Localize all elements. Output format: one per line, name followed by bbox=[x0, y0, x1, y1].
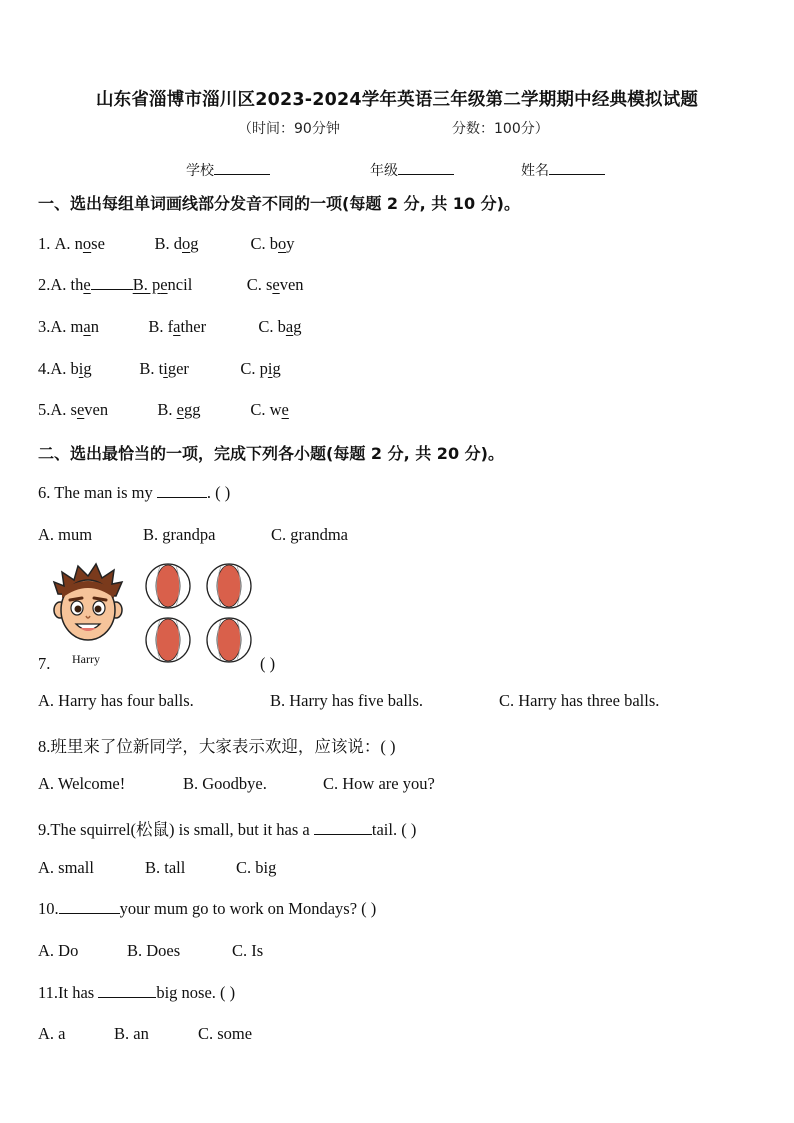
answer-blank[interactable] bbox=[59, 899, 120, 914]
answer-blank[interactable] bbox=[157, 483, 207, 498]
answer-line bbox=[91, 276, 133, 290]
option-a: A. the bbox=[50, 275, 91, 294]
option-c: C. seven bbox=[246, 275, 304, 294]
name-blank[interactable] bbox=[549, 160, 605, 175]
option-c: C. pig bbox=[240, 359, 281, 378]
option-c: C. How are you? bbox=[323, 774, 435, 793]
option-c: C. we bbox=[250, 400, 289, 419]
answer-blank[interactable] bbox=[314, 820, 372, 835]
harry-caption: Harry bbox=[72, 652, 100, 666]
question-5 bbox=[38, 400, 289, 420]
option-c: C. boy bbox=[250, 234, 295, 253]
option-c: C. bag bbox=[258, 317, 302, 336]
question-number: 1. bbox=[38, 234, 55, 253]
name-label: 姓名 bbox=[521, 163, 549, 179]
option-b: B. tiger bbox=[139, 359, 189, 378]
question-7-paren: ( ) bbox=[260, 654, 276, 673]
grade-label: 年级 bbox=[370, 163, 398, 179]
answer-blank[interactable] bbox=[98, 983, 156, 998]
question-10-options bbox=[38, 941, 263, 961]
question-number: 4. bbox=[38, 359, 51, 378]
question-6: 6. The man is my . ( ) bbox=[38, 483, 231, 502]
question-number: 2. bbox=[38, 275, 51, 294]
question-10: 10. your mum go to work on Mondays? ( ) bbox=[38, 899, 377, 918]
option-a: A. small bbox=[38, 858, 94, 877]
option-b: B. tall bbox=[145, 858, 186, 877]
school-field bbox=[186, 160, 270, 180]
option-a: A. Welcome! bbox=[38, 774, 126, 793]
question-number: 5. bbox=[38, 400, 51, 419]
option-a: A. man bbox=[50, 317, 99, 336]
question-8: 8.班里来了位新同学，大家表示欢迎，应该说：( ) bbox=[38, 737, 396, 756]
option-a: A. mum bbox=[38, 525, 93, 544]
option-c: C. Is bbox=[232, 941, 264, 960]
question-8-options bbox=[38, 774, 435, 794]
balls-image bbox=[143, 562, 255, 664]
ball-icon bbox=[146, 618, 190, 662]
option-a: A. a bbox=[38, 1024, 66, 1043]
ball-icon bbox=[207, 618, 251, 662]
school-label: 学校 bbox=[186, 163, 214, 179]
option-c: C. big bbox=[236, 858, 277, 877]
question-6-options bbox=[38, 525, 348, 545]
option-b: B. dog bbox=[154, 234, 199, 253]
option-a: A. seven bbox=[50, 400, 109, 419]
option-a: A. Harry has four balls. bbox=[38, 691, 194, 710]
option-c: C. grandma bbox=[271, 525, 348, 544]
harry-cartoon-image bbox=[50, 560, 126, 650]
option-b: B. egg bbox=[157, 400, 201, 419]
question-7-number: 7. bbox=[38, 654, 51, 673]
question-number: 3. bbox=[38, 317, 51, 336]
option-b: B. grandpa bbox=[143, 525, 216, 544]
exam-time: （时间：90分钟 bbox=[238, 121, 340, 137]
question-3 bbox=[38, 317, 301, 337]
option-a: A. big bbox=[50, 359, 92, 378]
question-9-options bbox=[38, 858, 276, 878]
option-b: B. Does bbox=[127, 941, 181, 960]
option-b: B. Goodbye. bbox=[183, 774, 267, 793]
question-2 bbox=[38, 275, 304, 295]
question-9: 9.The squirrel(松鼠) is small, but it has a tail. ( ) bbox=[38, 820, 417, 839]
question-1 bbox=[38, 234, 295, 254]
question-11-options bbox=[38, 1024, 252, 1044]
grade-blank[interactable] bbox=[398, 160, 454, 175]
section1-heading: 一、选出每组单词画线部分发音不同的一项(每题 2 分, 共 10 分)。 bbox=[38, 194, 520, 213]
option-b: B. an bbox=[114, 1024, 149, 1043]
question-7-options bbox=[38, 691, 659, 711]
grade-field bbox=[370, 160, 454, 180]
name-field bbox=[521, 160, 605, 180]
option-b: B. Harry has five balls. bbox=[270, 691, 424, 710]
exam-score: 分数：100分） bbox=[452, 121, 549, 137]
option-a: A. Do bbox=[38, 941, 79, 960]
option-c: C. Harry has three balls. bbox=[499, 691, 660, 710]
option-b: B. father bbox=[148, 317, 207, 336]
option-a: A. nose bbox=[54, 234, 105, 253]
question-11: 11.It has big nose. ( ) bbox=[38, 983, 236, 1002]
school-blank[interactable] bbox=[214, 160, 270, 175]
ball-icon bbox=[207, 564, 251, 608]
question-4 bbox=[38, 359, 281, 379]
ball-icon bbox=[146, 564, 190, 608]
option-c: C. some bbox=[198, 1024, 253, 1043]
section2-heading: 二、选出最恰当的一项，完成下列各小题(每题 2 分, 共 20 分)。 bbox=[38, 444, 504, 463]
page-title: 山东省淄博市淄川区2023-2024学年英语三年级第二学期期中经典模拟试题 bbox=[95, 90, 699, 110]
option-b: B. pencil bbox=[132, 275, 193, 294]
